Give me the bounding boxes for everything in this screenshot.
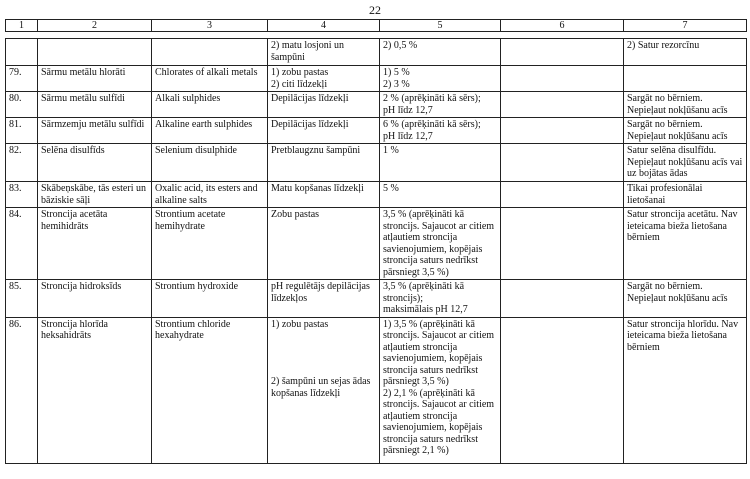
product-type: 1) zobu pastas 2) citi līdzekļi [268,66,380,92]
substance-name-en: Selenium disulphide [152,144,268,182]
max-concentration: 1 % [380,144,501,182]
row-number: 80. [6,92,38,118]
max-concentration: 2 % (aprēķināti kā sērs); pH līdz 12,7 [380,92,501,118]
product-type: Matu kopšanas līdzekļi [268,182,380,208]
label-warning: Satur selēna disulfīdu. Nepieļaut nokļūšanu acīs vai uz bojātas ādas [624,144,747,182]
product-type: 2) matu losjoni un šampūni [268,39,380,66]
column-number: 3 [152,20,268,32]
label-warning: 2) Satur rezorcīnu [624,39,747,66]
product-type: pH regulētājs depilācijas līdzekļos [268,280,380,318]
label-warning: Satur stroncija acetātu. Nav ieteicama bieža lietošana bērniem [624,208,747,280]
row-number: 86. [6,317,38,463]
column-number: 6 [501,20,624,32]
row-number: 79. [6,66,38,92]
max-concentration: 5 % [380,182,501,208]
substance-name-en: Strontium hydroxide [152,280,268,318]
substance-name-en: Alkali sulphides [152,92,268,118]
table-row [6,118,747,144]
page-number: 22 [369,3,381,17]
table-row [6,280,747,318]
substance-name-lv [38,39,152,66]
column-number: 1 [6,20,38,32]
substance-name-en: Chlorates of alkali metals [152,66,268,92]
other-restrictions [501,208,624,280]
row-number [6,39,38,66]
table-row [6,208,747,280]
table-row [6,182,747,208]
substance-name-lv: Stroncija hlorīda heksahidrāts [38,317,152,463]
table-row [6,144,747,182]
substance-name-lv: Skābeņskābe, tās esteri un bāziskie sāļi [38,182,152,208]
table-row [6,39,747,66]
table-row [6,66,747,92]
max-concentration: 1) 3,5 % (aprēķināti kā stroncijs. Sajaucot ar citiem atļautiem stroncija savienojumiem, kopējais stroncija saturs nedrīkst pārsniegt 3,5 %) 2) 2,1 % (aprēķināti kā stroncijs. Sajaucot ar citiem atļautiem stroncija savienojumiem, kopējais stroncija saturs nedrīkst pārsniegt 2,1 %) [380,317,501,463]
substance-name-en: Strontium chloride hexahydrate [152,317,268,463]
column-number: 7 [624,20,747,32]
row-number: 84. [6,208,38,280]
substance-name-lv: Stroncija hidroksīds [38,280,152,318]
substance-name-lv: Sārmu metālu hlorāti [38,66,152,92]
table-row [6,92,747,118]
row-number: 85. [6,280,38,318]
label-warning [624,66,747,92]
label-warning: Tikai profesionālai lietošanai [624,182,747,208]
product-type: Depilācijas līdzekļi [268,92,380,118]
max-concentration: 3,5 % (aprēķināti kā stroncijs. Sajaucot ar citiem atļautiem stroncija savienojumiem, kopējais stroncija saturs nedrīkst pārsniegt 3,5 %) [380,208,501,280]
substance-name-en [152,39,268,66]
substance-name-lv: Selēna disulfīds [38,144,152,182]
max-concentration: 1) 5 % 2) 3 % [380,66,501,92]
other-restrictions [501,317,624,463]
max-concentration: 6 % (aprēķināti kā sērs); pH līdz 12,7 [380,118,501,144]
product-type: Zobu pastas [268,208,380,280]
regulation-table [5,19,747,464]
substance-name-lv: Sārmzemju metālu sulfīdi [38,118,152,144]
other-restrictions [501,144,624,182]
product-type: Pretblaugznu šampūni [268,144,380,182]
column-number-row [6,20,747,32]
column-number: 2 [38,20,152,32]
substance-name-en: Alkaline earth sulphides [152,118,268,144]
substance-name-en: Strontium acetate hemihydrate [152,208,268,280]
product-type: Depilācijas līdzekļi [268,118,380,144]
column-number: 4 [268,20,380,32]
other-restrictions [501,39,624,66]
other-restrictions [501,92,624,118]
row-number: 81. [6,118,38,144]
label-warning: Satur stroncija hlorīdu. Nav ieteicama bieža lietošana bērniem [624,317,747,463]
max-concentration: 2) 0,5 % [380,39,501,66]
product-type: 1) zobu pastas 2) šampūni un sejas ādas kopšanas līdzekļi [268,317,380,463]
other-restrictions [501,280,624,318]
label-warning: Sargāt no bērniem. Nepieļaut nokļūšanu acīs [624,280,747,318]
substance-name-lv: Sārmu metālu sulfīdi [38,92,152,118]
substance-name-en: Oxalic acid, its esters and alkaline salts [152,182,268,208]
other-restrictions [501,66,624,92]
substance-name-lv: Stroncija acetāta hemihidrāts [38,208,152,280]
row-number: 82. [6,144,38,182]
max-concentration: 3,5 % (aprēķināti kā stroncijs); maksimālais pH 12,7 [380,280,501,318]
row-number: 83. [6,182,38,208]
other-restrictions [501,118,624,144]
table-row [6,317,747,463]
column-number: 5 [380,20,501,32]
table-gap [6,32,747,39]
label-warning: Sargāt no bērniem. Nepieļaut nokļūšanu acīs [624,92,747,118]
other-restrictions [501,182,624,208]
label-warning: Sargāt no bērniem. Nepieļaut nokļūšanu acīs [624,118,747,144]
